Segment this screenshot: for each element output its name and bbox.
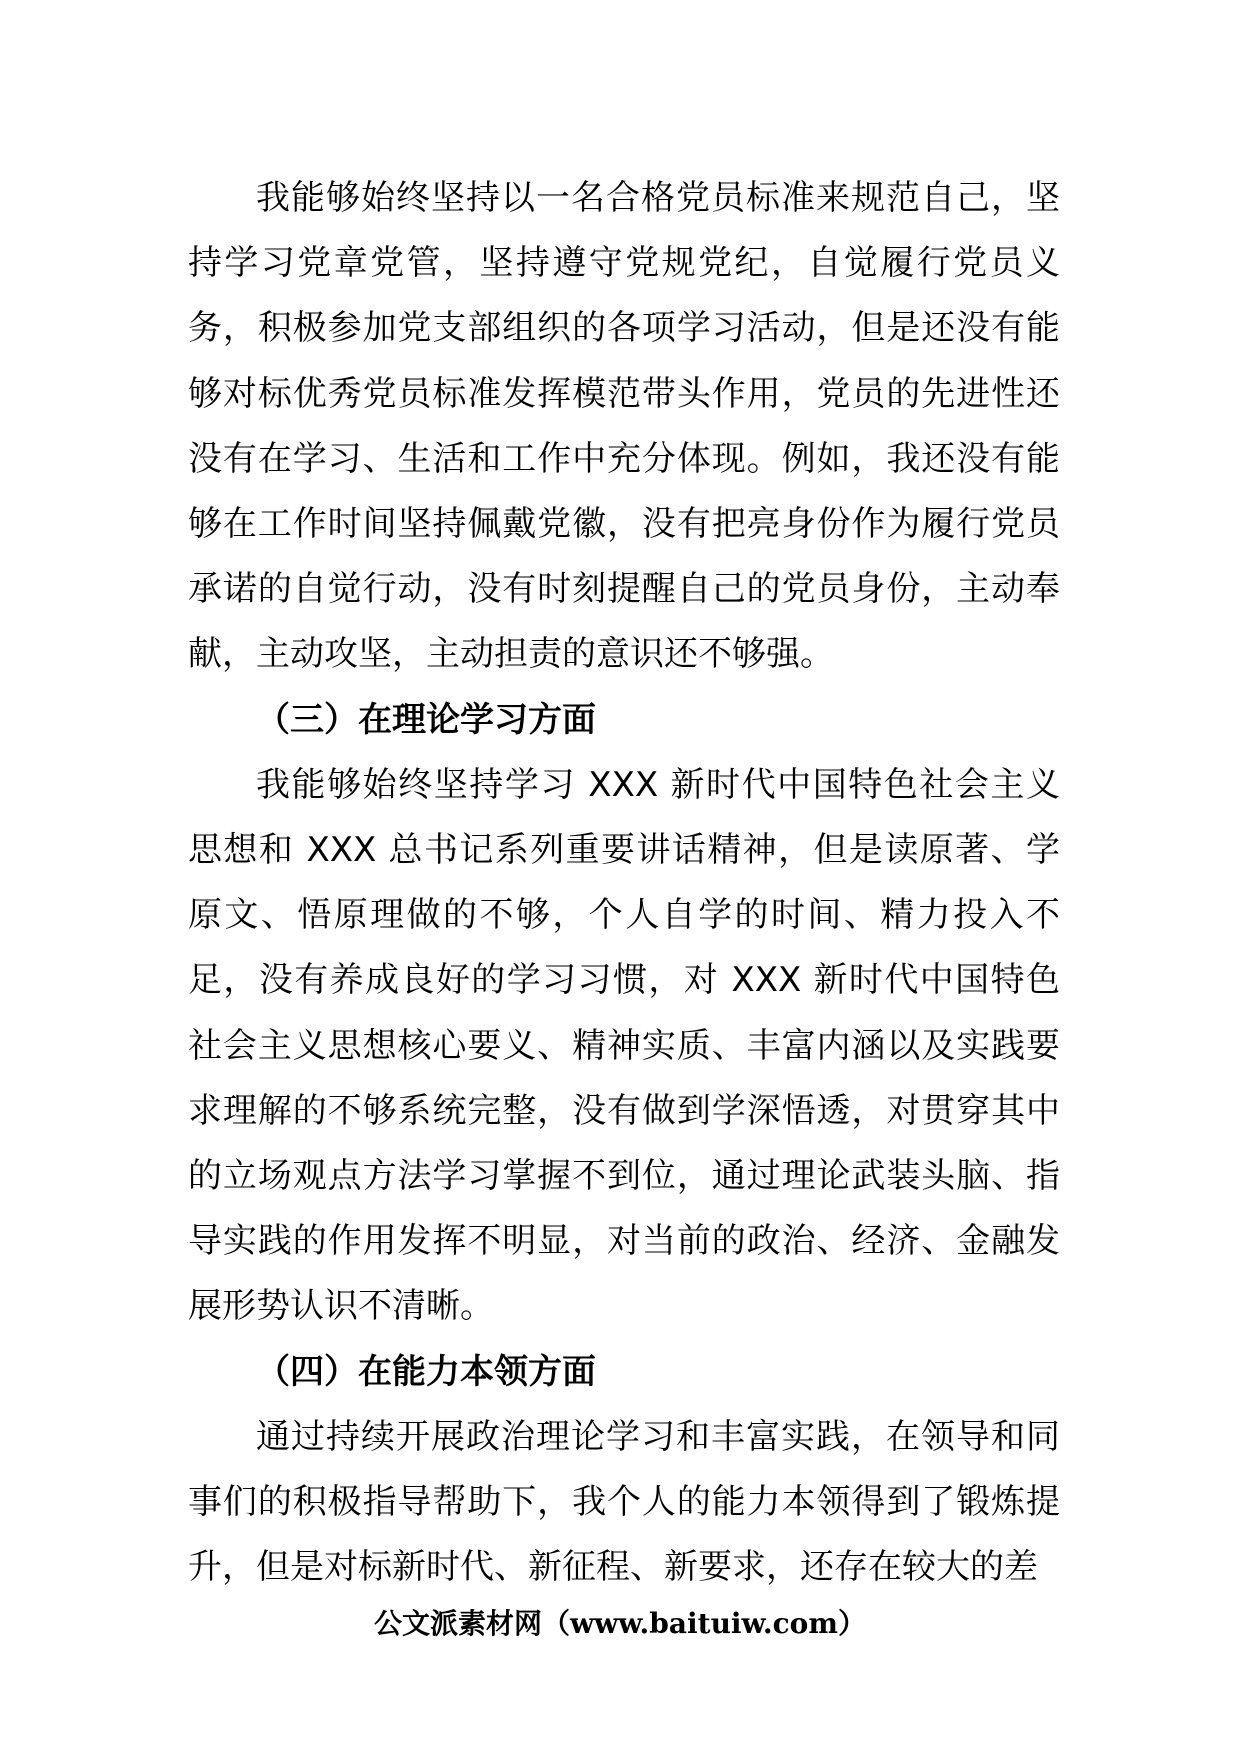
heading-ability: （四）在能力本领方面 — [256, 1351, 596, 1392]
heading-theory-study: （三）在理论学习方面 — [256, 699, 596, 740]
paragraph-theory-study: 我能够始终坚持学习 XXX 新时代中国特色社会主义思想和 XXX 总书记系列重要讲话精神，但是读原著、学原文、悟原理做的不够，个人自学的时间、精力投入不足，没有养成良好的学习习惯，对 XXX 新时代中国特色社会主义思想核心要义、精神实质、丰富内涵以及实践要求理解的不够系统完整，没有做到学深悟透，对贯穿其中的立场观点方法学习掌握不到位，通过理论武装头脑、指导实践的作用发挥不明显，对当前的政治、经济、金融发展形势认识不清晰。 — [188, 764, 1060, 1327]
document-body — [188, 166, 1060, 1600]
paragraph-ability: 通过持续开展政治理论学习和丰富实践，在领导和同事们的积极指导帮助下，我个人的能力本领得到了锻炼提升，但是对标新时代、新征程、新要求，还存在较大的差 — [188, 1416, 1060, 1588]
page-footer-watermark: 公文派素材网（www.baituiw.com） — [374, 1607, 866, 1640]
paragraph-party-member-standard: 我能够始终坚持以一名合格党员标准来规范自己，坚持学习党章党管，坚持遵守党规党纪，自觉履行党员义务，积极参加党支部组织的各项学习活动，但是还没有能够对标优秀党员标准发挥模范带头作用，党员的先进性还没有在学习、生活和工作中充分体现。例如，我还没有能够在工作时间坚持佩戴党徽，没有把亮身份作为履行党员承诺的自觉行动，没有时刻提醒自己的党员身份，主动奉献，主动攻坚，主动担责的意识还不够强。 — [188, 178, 1060, 675]
